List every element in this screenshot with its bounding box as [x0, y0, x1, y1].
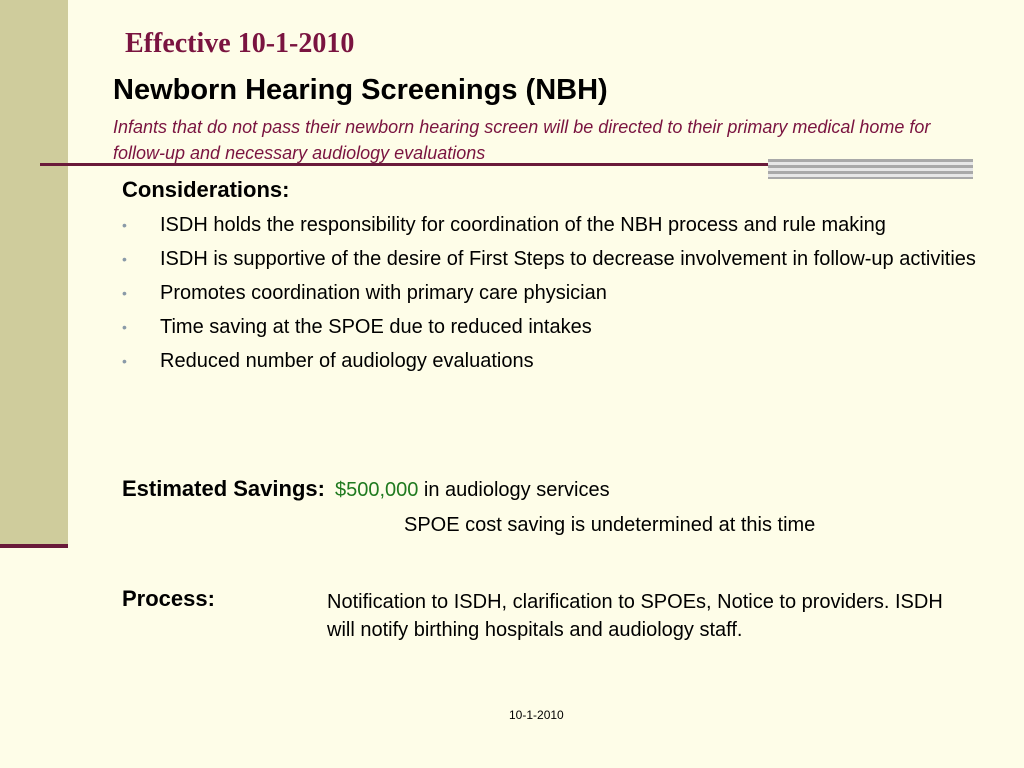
list-item — [120, 212, 980, 239]
savings-label: Estimated Savings: — [122, 476, 325, 501]
slide-subtitle: Infants that do not pass their newborn hearing screen will be directed to their primary medical home for follow-up and necessary audiology evaluations — [113, 117, 931, 163]
effective-date-heading: Effective 10-1-2010 — [125, 28, 355, 59]
savings-amount: $500,000 — [334, 479, 419, 501]
list-item-text: ISDH is supportive of the desire of First Steps to decrease involvement in follow-up activities — [160, 248, 976, 270]
list-item — [120, 348, 980, 375]
process-description: Notification to ISDH, clarification to SPOEs, Notice to providers. ISDH will notify birthing hospitals and audiology staff. — [327, 591, 943, 641]
bullet-icon: • — [122, 353, 127, 369]
list-item-text: Time saving at the SPOE due to reduced intakes — [160, 316, 592, 338]
bullet-icon: • — [122, 251, 127, 267]
considerations-heading: Considerations: — [122, 177, 290, 202]
left-bar-rule — [0, 544, 68, 548]
slide-title: Newborn Hearing Screenings (NBH) — [113, 74, 608, 106]
considerations-list — [120, 212, 980, 382]
list-item — [120, 280, 980, 307]
estimated-savings — [122, 476, 610, 502]
process-label: Process: — [122, 586, 215, 611]
bullet-icon: • — [122, 285, 127, 301]
bullet-icon: • — [122, 217, 127, 233]
savings-description: in audiology services — [418, 479, 610, 501]
list-item-text: Reduced number of audiology evaluations — [160, 350, 534, 372]
list-item-text: ISDH holds the responsibility for coordination of the NBH process and rule making — [160, 214, 886, 236]
list-item-text: Promotes coordination with primary care physician — [160, 282, 607, 304]
savings-note: SPOE cost saving is undetermined at this time — [404, 514, 816, 536]
bullet-icon: • — [122, 319, 127, 335]
left-decorative-bar — [0, 0, 68, 547]
list-item — [120, 314, 980, 341]
list-item — [120, 246, 980, 273]
footer-date: 10-1-2010 — [509, 708, 564, 722]
